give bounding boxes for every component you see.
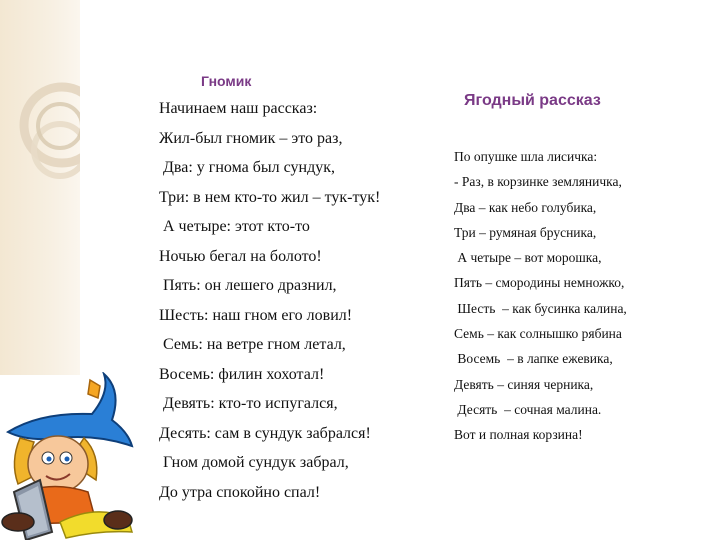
poem-gnomik: [159, 70, 439, 507]
poem-line: Два – как небо голубика,: [454, 199, 597, 215]
poem-line: Семь: на ветре гном летал,: [159, 336, 346, 353]
poem-line: Два: у гнома был сундук,: [159, 159, 335, 176]
poem-line: Шесть: наш гном его ловил!: [159, 306, 353, 324]
poem-line: По опушке шла лисичка:: [454, 149, 598, 164]
poem-line: Вот и полная корзина!: [454, 427, 583, 443]
poem-gnomik-title: Гномик: [201, 73, 252, 89]
poem-line: Восемь – в лапке ежевика,: [454, 351, 613, 367]
poem-line: Десять – сочная малина.: [454, 401, 602, 417]
poem-line: Пять: он лешего дразнил,: [159, 277, 337, 294]
poem-berry-title: Ягодный рассказ: [464, 92, 601, 109]
poem-line: Девять – синяя черника,: [454, 376, 594, 392]
poem-berry: [454, 88, 714, 448]
poem-line: Девять: кто-то испугался,: [159, 395, 338, 412]
poem-line: Три – румяная брусника,: [454, 224, 597, 240]
poem-line: Шесть – как бусинка калина,: [454, 300, 627, 316]
poem-line: Ночью бегал на болото!: [159, 247, 322, 265]
poem-line: Гном домой сундук забрал,: [159, 454, 349, 471]
poem-line: А четыре – вот морошка,: [454, 250, 602, 266]
poem-line: - Раз, в корзинке земляничка,: [454, 174, 622, 190]
decorative-sidebar: [0, 0, 80, 375]
poem-line: Десять: сам в сундук забрался!: [159, 424, 371, 442]
decorative-circles: [0, 0, 80, 375]
poem-line: Три: в нем кто-то жил – тук-тук!: [159, 188, 381, 206]
gnome-illustration: [0, 372, 138, 540]
poem-line: Восемь: филин хохотал!: [159, 365, 325, 383]
poem-line: Семь – как солнышко рябина: [454, 326, 622, 342]
poem-line: А четыре: этот кто-то: [159, 218, 310, 235]
poem-line: Жил-был гномик – это раз,: [159, 129, 343, 147]
poem-line: До утра спокойно спал!: [159, 483, 321, 501]
poem-line: Начинаем наш рассказ:: [159, 100, 318, 117]
poem-line: Пять – смородины немножко,: [454, 275, 625, 291]
